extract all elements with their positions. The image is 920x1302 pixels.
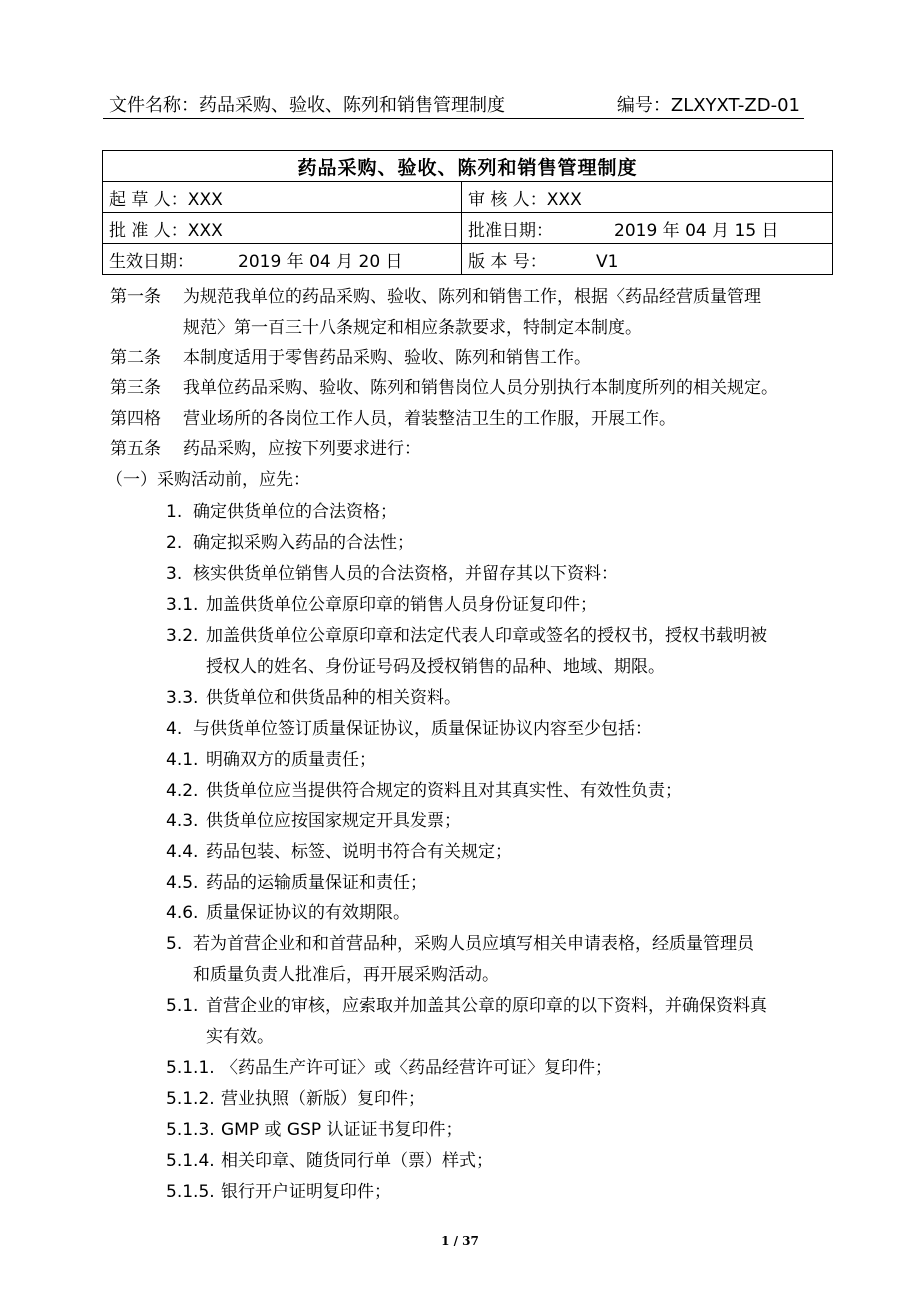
item-number: 3.2. <box>166 626 199 646</box>
item-text: 营业执照（新版）复印件； <box>221 1089 425 1109</box>
article-1 <box>110 282 761 313</box>
item-text: 〈药品生产许可证〉或〈药品经营许可证〉复印件； <box>221 1058 612 1078</box>
item-number: 1. <box>166 502 183 522</box>
approver-cell: 批 准 人：XXX <box>103 213 462 244</box>
list-item <box>166 714 652 745</box>
article-number: 第一条 <box>110 287 161 307</box>
item-number: 3. <box>166 564 183 584</box>
item-number: 3.1. <box>166 595 199 615</box>
section-heading: （一）采购活动前，应先： <box>106 470 310 490</box>
list-item <box>166 1146 493 1177</box>
item-number: 4.1. <box>166 750 199 770</box>
item-text: 核实供货单位销售人员的合法资格，并留存其以下资料： <box>193 564 618 584</box>
version-value: V1 <box>596 251 619 272</box>
list-item <box>166 497 397 528</box>
item-number: 4.3. <box>166 811 199 831</box>
article-number: 第五条 <box>110 439 161 459</box>
list-item <box>166 745 376 776</box>
list-item <box>166 806 461 837</box>
list-item-continued: 和质量负责人批准后，再开展采购活动。 <box>193 965 499 985</box>
item-number: 4.6. <box>166 903 199 923</box>
item-text: 明确双方的质量责任； <box>206 750 376 770</box>
list-item <box>166 991 767 1022</box>
article-number: 第二条 <box>110 348 161 368</box>
item-number: 5. <box>166 934 183 954</box>
item-text: 若为首营企业和和首营品种，采购人员应填写相关申请表格，经质量管理员 <box>193 934 754 954</box>
article-text: 为规范我单位的药品采购、验收、陈列和销售工作，根据〈药品经营质量管理 <box>183 287 761 307</box>
doc-code: 编号：ZLXYXT-ZD-01 <box>616 95 800 116</box>
table-title: 药品采购、验收、陈列和销售管理制度 <box>103 151 833 182</box>
list-item-continued: 实有效。 <box>206 1027 274 1047</box>
list-item <box>166 1084 425 1115</box>
article-1-continued: 规范〉第一百三十八条规定和相应条款要求，特制定本制度。 <box>183 318 642 338</box>
item-text: 加盖供货单位公章原印章的销售人员身份证复印件； <box>206 595 597 615</box>
document-header <box>103 88 804 119</box>
page-number: 1 / 37 <box>441 1234 479 1248</box>
approve-date-value: 2019 年 04 月 15 日 <box>614 220 779 241</box>
list-item <box>166 621 767 652</box>
approve-date-cell <box>462 213 833 244</box>
version-cell <box>462 244 833 275</box>
list-item-continued: 授权人的姓名、身份证号码及授权销售的品种、地域、期限。 <box>206 657 665 677</box>
item-number: 3.3. <box>166 688 199 708</box>
article-text: 药品采购，应按下列要求进行： <box>183 439 421 459</box>
list-item <box>166 528 414 559</box>
list-item <box>166 898 410 929</box>
item-number: 5.1.2. <box>166 1089 215 1109</box>
item-number: 4.2. <box>166 781 199 801</box>
article-3 <box>110 373 778 404</box>
item-text: 确定拟采购入药品的合法性； <box>193 533 414 553</box>
list-item <box>166 590 597 621</box>
article-text: 我单位药品采购、验收、陈列和销售岗位人员分别执行本制度所列的相关规定。 <box>183 378 778 398</box>
article-number: 第三条 <box>110 378 161 398</box>
item-number: 5.1.1. <box>166 1058 215 1078</box>
list-item <box>166 837 512 868</box>
article-4 <box>110 404 676 435</box>
list-item <box>166 868 427 899</box>
effective-date-value: 2019 年 04 月 20 日 <box>238 251 403 272</box>
file-name: 文件名称：药品采购、验收、陈列和销售管理制度 <box>109 95 505 116</box>
item-number: 5.1. <box>166 996 199 1016</box>
list-item <box>166 683 461 714</box>
item-number: 5.1.5. <box>166 1182 215 1202</box>
item-text: GMP 或 GSP 认证证书复印件； <box>221 1120 463 1140</box>
item-text: 质量保证协议的有效期限。 <box>206 903 410 923</box>
version-label: 版 本 号： <box>468 251 547 272</box>
item-number: 4.4. <box>166 842 199 862</box>
reviewer-cell: 审 核 人：XXX <box>462 182 833 213</box>
item-text: 银行开户证明复印件； <box>221 1182 391 1202</box>
item-text: 药品的运输质量保证和责任； <box>206 873 427 893</box>
effective-date-cell <box>103 244 462 275</box>
item-number: 2. <box>166 533 183 553</box>
item-text: 相关印章、随货同行单（票）样式； <box>221 1151 493 1171</box>
item-number: 4. <box>166 719 183 739</box>
item-number: 5.1.3. <box>166 1120 215 1140</box>
item-text: 药品包装、标签、说明书符合有关规定； <box>206 842 512 862</box>
effective-date-label: 生效日期： <box>109 251 194 272</box>
list-item <box>166 929 754 960</box>
list-item <box>166 559 618 590</box>
item-text: 确定供货单位的合法资格； <box>193 502 397 522</box>
item-text: 供货单位应当提供符合规定的资料且对其真实性、有效性负责； <box>206 781 682 801</box>
item-text: 加盖供货单位公章原印章和法定代表人印章或签名的授权书，授权书载明被 <box>206 626 767 646</box>
approve-date-label: 批准日期： <box>468 220 553 241</box>
list-item <box>166 1115 463 1146</box>
list-item <box>166 1053 612 1084</box>
drafter-cell: 起 草 人：XXX <box>103 182 462 213</box>
article-2 <box>110 343 591 374</box>
document-info-table <box>102 150 833 275</box>
item-text: 供货单位和供货品种的相关资料。 <box>206 688 461 708</box>
article-text: 营业场所的各岗位工作人员，着装整洁卫生的工作服，开展工作。 <box>183 409 676 429</box>
list-item <box>166 1177 391 1208</box>
list-item <box>166 776 682 807</box>
article-text: 本制度适用于零售药品采购、验收、陈列和销售工作。 <box>183 348 591 368</box>
article-number: 第四格 <box>110 409 161 429</box>
item-text: 与供货单位签订质量保证协议，质量保证协议内容至少包括： <box>193 719 652 739</box>
item-text: 首营企业的审核，应索取并加盖其公章的原印章的以下资料，并确保资料真 <box>206 996 767 1016</box>
item-text: 供货单位应按国家规定开具发票； <box>206 811 461 831</box>
item-number: 5.1.4. <box>166 1151 215 1171</box>
article-5 <box>110 434 421 465</box>
item-number: 4.5. <box>166 873 199 893</box>
